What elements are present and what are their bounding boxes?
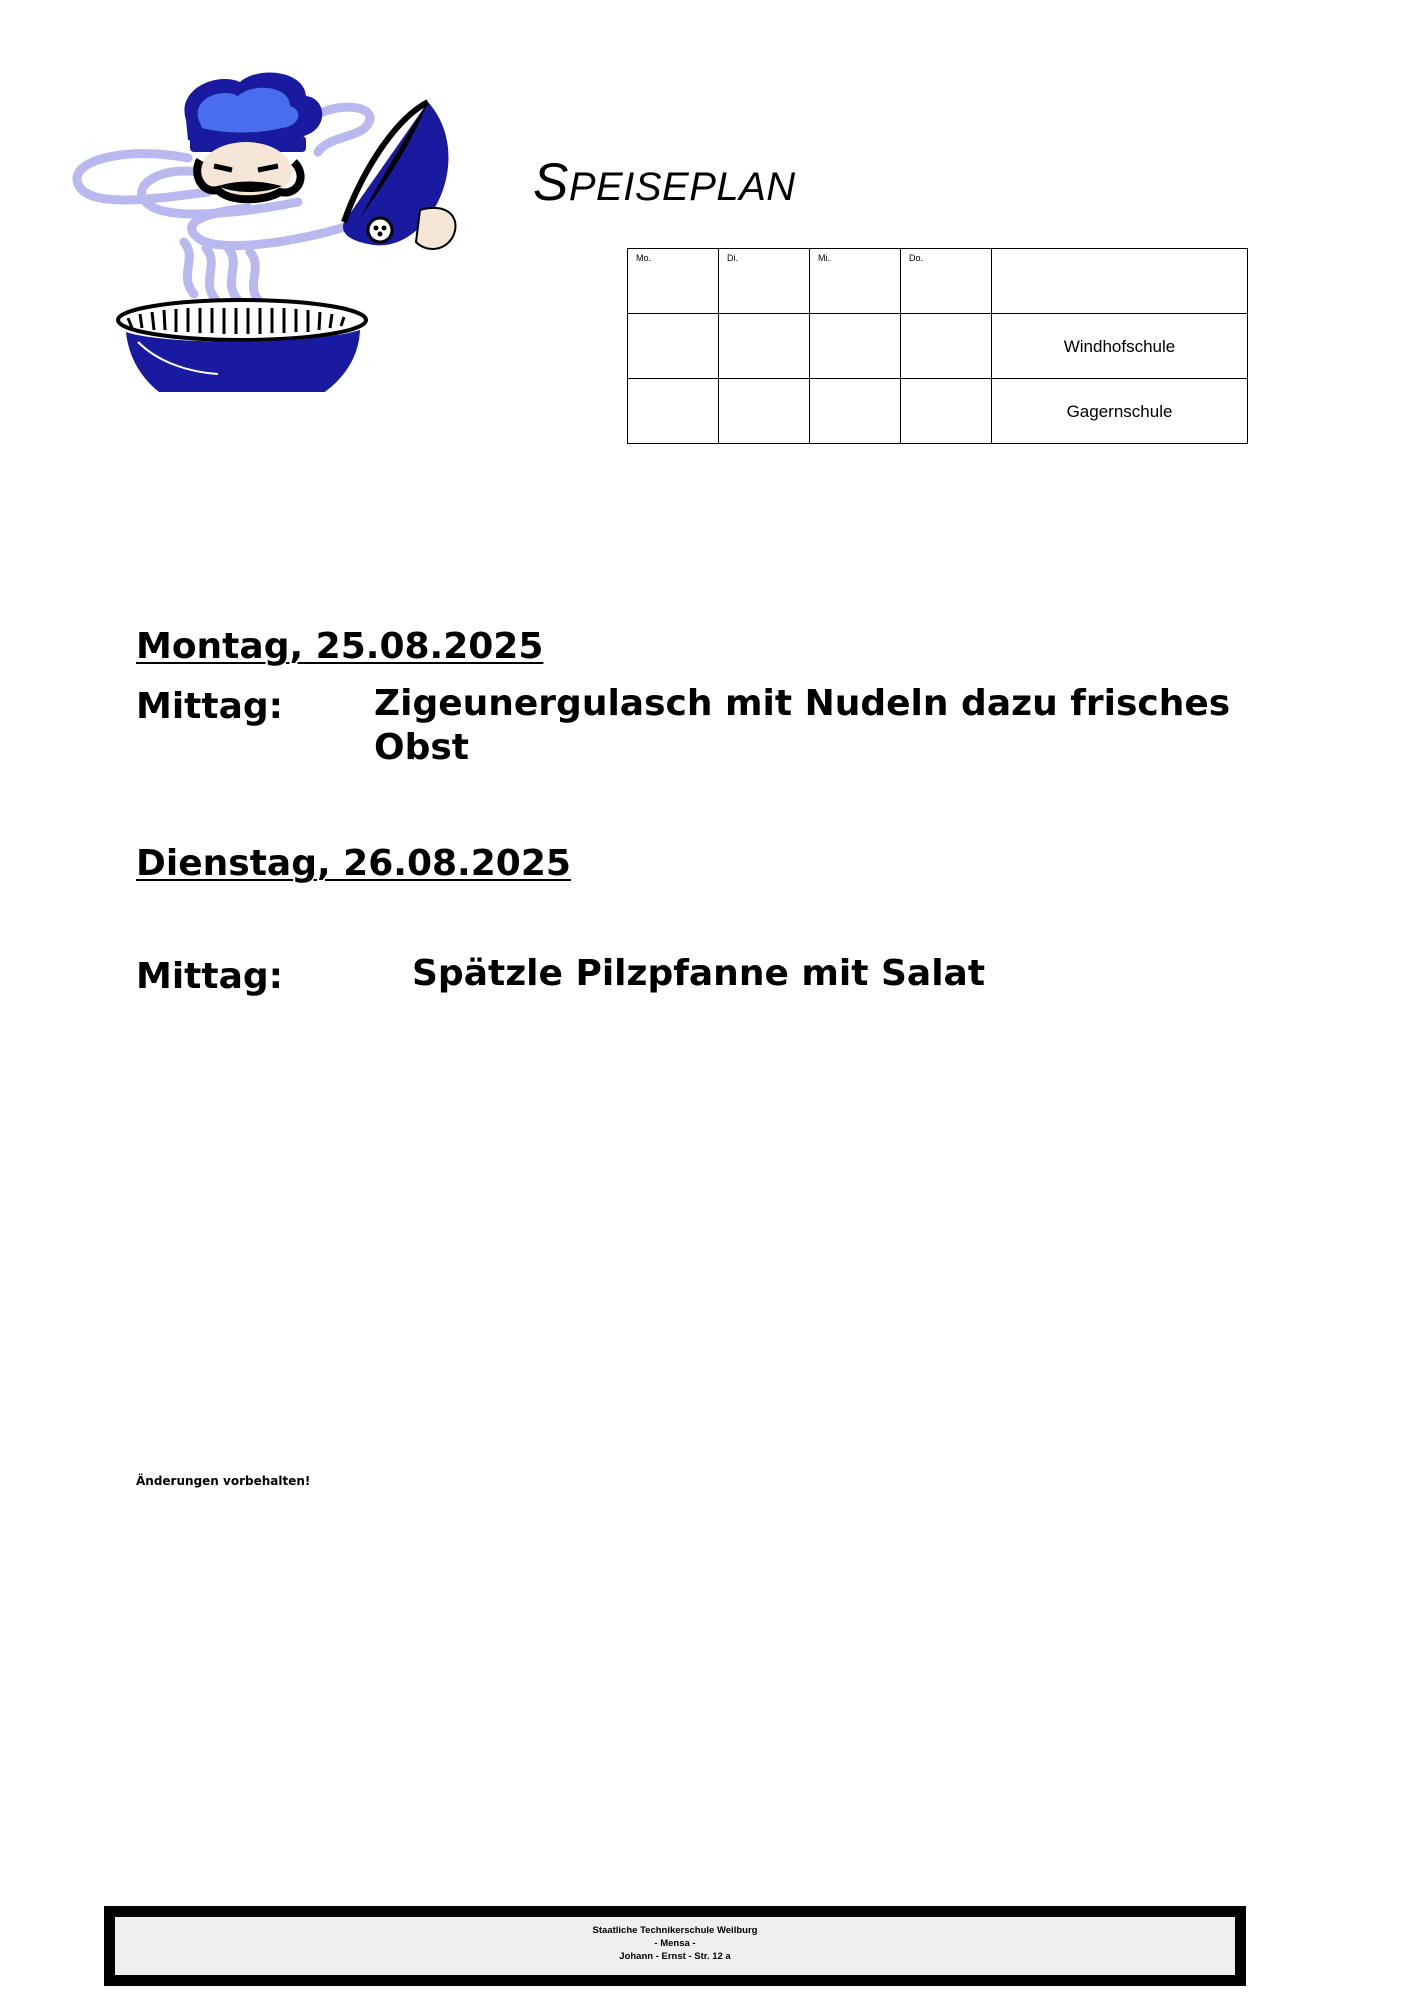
table-cell <box>628 314 719 379</box>
day-label-do: Do. <box>909 253 924 263</box>
school-schedule-table <box>627 248 1248 444</box>
school-label-gagernschule: Gagernschule <box>1066 402 1173 421</box>
footer-box <box>104 1906 1246 1986</box>
table-cell <box>901 314 992 379</box>
table-cell <box>992 314 1248 379</box>
table-cell <box>719 379 810 444</box>
page-title-initial: S <box>533 153 569 212</box>
page-title <box>533 152 796 213</box>
table-cell <box>901 249 992 314</box>
footer-school-name: Staatliche Technikerschule Weilburg <box>592 1925 758 1936</box>
page-title-rest: PEISEPLAN <box>568 165 796 209</box>
day-label-di: Di. <box>727 253 738 263</box>
table-cell <box>810 314 901 379</box>
table-cell <box>628 379 719 444</box>
table-cell <box>901 379 992 444</box>
school-label-windhofschule: Windhofschule <box>1063 337 1176 356</box>
table-cell <box>719 249 810 314</box>
meal-text-tuesday: Spätzle Pilzpfanne mit Salat <box>412 953 986 994</box>
table-cell <box>992 249 1248 314</box>
day-label-mi: Mi. <box>818 253 830 263</box>
table-cell <box>810 379 901 444</box>
table-cell <box>628 249 719 314</box>
table-row <box>628 249 1248 314</box>
footer-street: Johann - Ernst - Str. 12 a <box>619 1951 731 1962</box>
table-cell <box>992 379 1248 444</box>
meal-label-tuesday: Mittag: <box>136 956 284 997</box>
changes-reserved-note: Änderungen vorbehalten! <box>136 1474 311 1488</box>
day-heading-tuesday: Dienstag, 26.08.2025 <box>136 843 571 884</box>
table-cell <box>810 249 901 314</box>
footer-mensa: - Mensa - <box>654 1938 696 1949</box>
meal-label-monday: Mittag: <box>136 686 284 727</box>
meal-text-monday: Zigeunergulasch mit Nudeln dazu frisches Obst <box>374 683 1231 768</box>
table-row <box>628 379 1248 444</box>
table-row <box>628 314 1248 379</box>
day-heading-monday: Montag, 25.08.2025 <box>136 626 544 667</box>
footer-address <box>115 1917 1235 1975</box>
chef-clipart-image <box>68 62 458 392</box>
table-cell <box>719 314 810 379</box>
day-label-mo: Mo. <box>636 253 652 263</box>
